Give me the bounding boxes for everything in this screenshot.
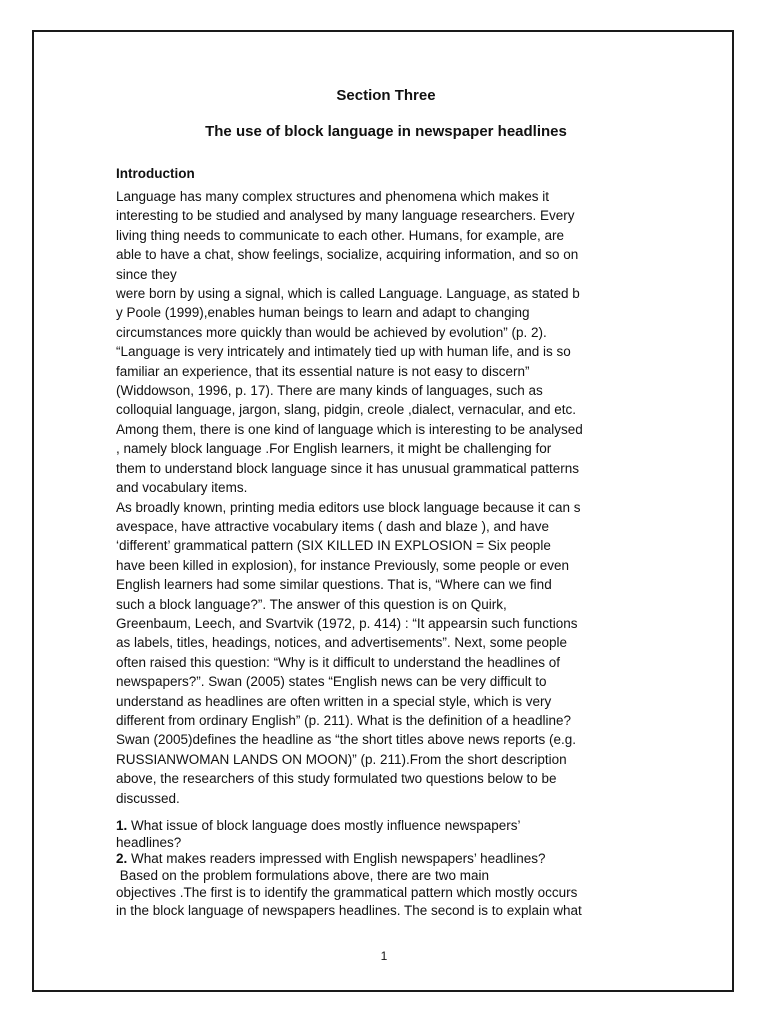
body-line: colloquial language, jargon, slang, pidgin, creole ,dialect, vernacular, and etc. bbox=[116, 402, 577, 418]
body-line: As broadly known, printing media editors use block language because it can s bbox=[116, 499, 581, 515]
body-line: since they bbox=[116, 266, 177, 282]
body-line: Language has many complex structures and phenomena which makes it bbox=[116, 189, 549, 204]
body-line: able to have a chat, show feelings, socialize, acquiring information, and so on bbox=[116, 247, 579, 263]
body-line: Swan (2005)defines the headline as “the short titles above news reports (e.g. bbox=[116, 732, 577, 748]
body-line: discussed. bbox=[116, 790, 180, 806]
question-text: headlines? bbox=[116, 834, 182, 850]
document-content bbox=[116, 86, 656, 920]
research-questions bbox=[116, 818, 656, 920]
body-line: interesting to be studied and analysed by many language researchers. Every bbox=[116, 208, 575, 224]
body-line: Among them, there is one kind of language which is interesting to be analysed bbox=[116, 421, 583, 437]
body-line: Based on the problem formulations above, there are two main bbox=[116, 867, 489, 883]
section-title: Section Three bbox=[336, 87, 436, 104]
body-line: avespace, have attractive vocabulary items ( dash and blaze ), and have bbox=[116, 518, 549, 534]
page-number: 1 bbox=[380, 949, 388, 963]
body-line: were born by using a signal, which is called Language. Language, as stated b bbox=[116, 286, 580, 302]
body-line: living thing needs to communicate to each other. Humans, for example, are bbox=[116, 227, 564, 243]
body-line: understand as headlines are often written in a special style, which is very bbox=[116, 693, 552, 709]
body-line: circumstances more quickly than would be achieved by evolution” (p. 2). bbox=[116, 324, 547, 340]
body-line: as labels, titles, headings, notices, and advertisements”. Next, some people bbox=[116, 635, 567, 651]
body-line: RUSSIANWOMAN LANDS ON MOON)” (p. 211).From the short description bbox=[116, 751, 567, 767]
body-paragraphs bbox=[116, 187, 656, 808]
question-number: 2. bbox=[116, 851, 128, 866]
body-line: “Language is very intricately and intimately tied up with human life, and is so bbox=[116, 344, 571, 360]
body-line: objectives .The first is to identify the grammatical pattern which mostly occurs bbox=[116, 885, 578, 900]
body-line: such a block language?”. The answer of this question is on Quirk, bbox=[116, 596, 507, 612]
question-item bbox=[116, 818, 656, 835]
document-title: The use of block language in newspaper headlines bbox=[205, 123, 567, 140]
body-line: English learners had some similar questions. That is, “Where can we find bbox=[116, 577, 552, 593]
question-item bbox=[116, 851, 656, 868]
body-line: have been killed in explosion), for instance Previously, some people or even bbox=[116, 557, 570, 573]
body-line: , namely block language .For English learners, it might be challenging for bbox=[116, 441, 552, 457]
body-line: them to understand block language since it has unusual grammatical patterns bbox=[116, 460, 580, 476]
question-text: What issue of block language does mostly influence newspapers’ bbox=[127, 818, 521, 833]
introduction-heading: Introduction bbox=[116, 166, 195, 181]
body-line: and vocabulary items. bbox=[116, 480, 248, 496]
body-line: y Poole (1999),enables human beings to learn and adapt to changing bbox=[116, 305, 530, 321]
body-line: ‘different’ grammatical pattern (SIX KILLED IN EXPLOSION = Six people bbox=[116, 538, 551, 554]
body-line: in the block language of newspapers headlines. The second is to explain what bbox=[116, 903, 582, 918]
question-text: What makes readers impressed with English newspapers’ headlines? bbox=[127, 851, 546, 866]
body-line: familiar an experience, that its essential nature is not easy to discern” bbox=[116, 363, 530, 379]
body-line: different from ordinary English” (p. 211). What is the definition of a headline? bbox=[116, 712, 571, 728]
body-line: (Widdowson, 1996, p. 17). There are many kinds of languages, such as bbox=[116, 383, 543, 399]
body-line: above, the researchers of this study formulated two questions below to be bbox=[116, 771, 557, 787]
body-line: often raised this question: “Why is it difficult to understand the headlines of bbox=[116, 654, 561, 670]
question-number: 1. bbox=[116, 818, 128, 833]
body-line: Greenbaum, Leech, and Svartvik (1972, p. 414) : “It appearsin such functions bbox=[116, 615, 578, 631]
body-line: newspapers?”. Swan (2005) states “English news can be very difficult to bbox=[116, 674, 547, 690]
